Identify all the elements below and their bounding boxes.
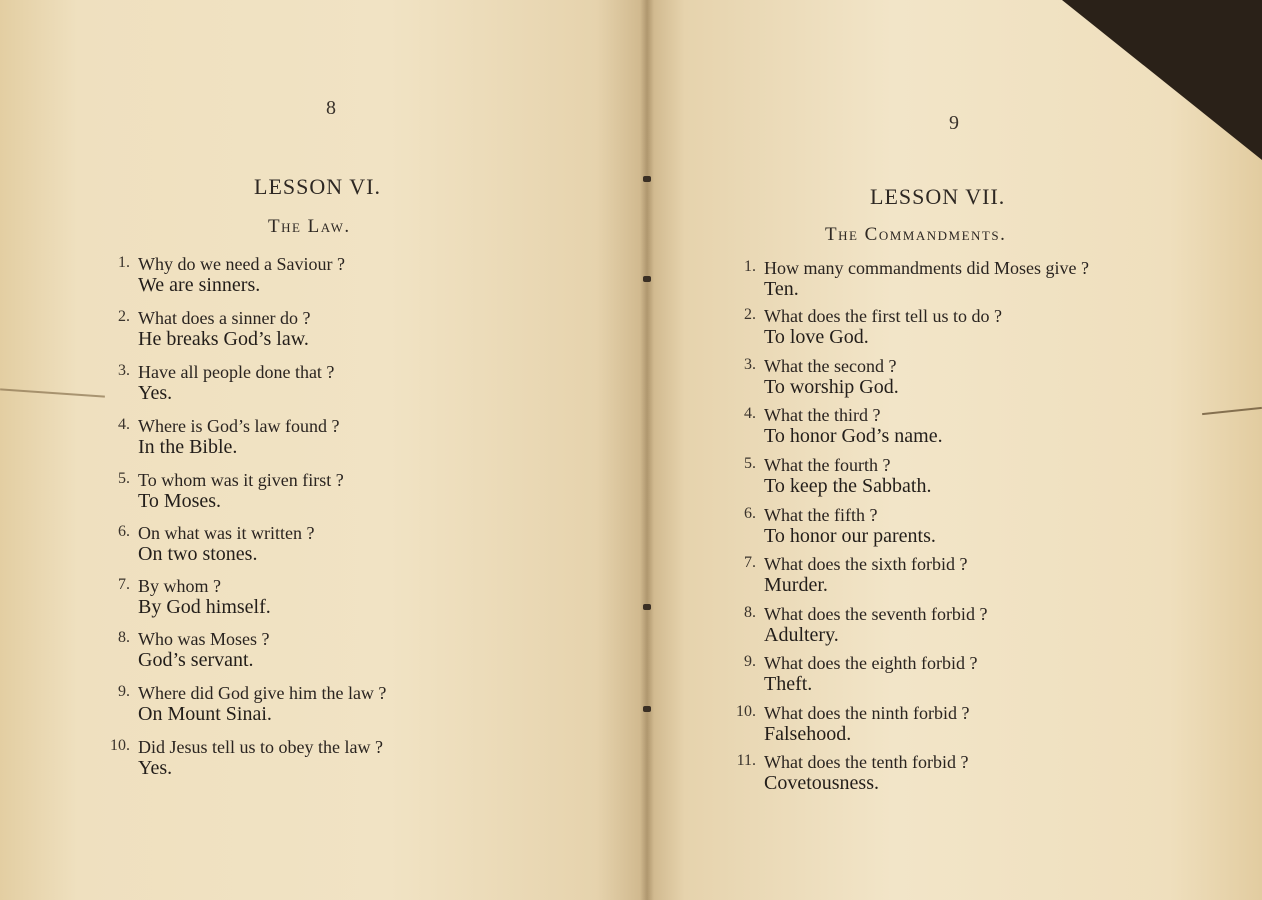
- question: What the second ?: [764, 356, 897, 376]
- item-number: 6.: [744, 505, 756, 522]
- question: What does the sixth forbid ?: [764, 554, 968, 574]
- answer: On Mount Sinai.: [138, 703, 272, 725]
- item-number: 2.: [118, 308, 130, 325]
- question: Where did God give him the law ?: [138, 683, 387, 703]
- answer: To love God.: [764, 326, 869, 348]
- binding-stitch: [643, 604, 651, 610]
- right-page: [648, 0, 1262, 900]
- binding-stitch: [643, 706, 651, 712]
- binding-stitch: [643, 276, 651, 282]
- question: What does the eighth forbid ?: [764, 653, 978, 673]
- question: What the fifth ?: [764, 505, 878, 525]
- item-number: 1.: [744, 258, 756, 275]
- answer: Covetousness.: [764, 772, 879, 794]
- folded-corner: [1062, 0, 1262, 160]
- item-number: 3.: [118, 362, 130, 379]
- answer: To keep the Sabbath.: [764, 475, 932, 497]
- item-number: 4.: [744, 405, 756, 422]
- question: On what was it written ?: [138, 523, 315, 543]
- question: Who was Moses ?: [138, 629, 270, 649]
- page-tear-mark: [1202, 407, 1262, 415]
- item-number: 5.: [118, 470, 130, 487]
- question: What does the first tell us to do ?: [764, 306, 1002, 326]
- question: Where is God’s law found ?: [138, 416, 340, 436]
- lesson-subtitle: The Law.: [268, 216, 351, 237]
- item-number: 2.: [744, 306, 756, 323]
- answer: Yes.: [138, 757, 173, 779]
- book-gutter: [640, 0, 654, 900]
- question: By whom ?: [138, 576, 221, 596]
- question: Have all people done that ?: [138, 362, 335, 382]
- item-number: 9.: [118, 683, 130, 700]
- question: What does the ninth forbid ?: [764, 703, 970, 723]
- question: To whom was it given first ?: [138, 470, 344, 490]
- item-number: 10.: [736, 703, 756, 720]
- answer: To honor our parents.: [764, 525, 936, 547]
- binding-stitch: [643, 176, 651, 182]
- lesson-subtitle: The Commandments.: [825, 224, 1007, 245]
- page-number: 9: [949, 112, 959, 134]
- item-number: 10.: [110, 737, 130, 754]
- answer: By God himself.: [138, 596, 271, 618]
- item-number: 11.: [736, 752, 756, 769]
- answer: Adultery.: [764, 624, 839, 646]
- item-number: 9.: [744, 653, 756, 670]
- answer: To Moses.: [138, 490, 222, 512]
- item-number: 4.: [118, 416, 130, 433]
- answer: Falsehood.: [764, 723, 852, 745]
- item-number: 8.: [118, 629, 130, 646]
- question: How many commandments did Moses give ?: [764, 258, 1089, 278]
- question: Did Jesus tell us to obey the law ?: [138, 737, 383, 757]
- lesson-title: LESSON VII.: [870, 184, 1006, 209]
- question: What the fourth ?: [764, 455, 891, 475]
- item-number: 8.: [744, 604, 756, 621]
- item-number: 3.: [744, 356, 756, 373]
- page-tear-mark: [0, 388, 105, 397]
- question: What does the seventh forbid ?: [764, 604, 988, 624]
- item-number: 7.: [744, 554, 756, 571]
- answer: In the Bible.: [138, 436, 238, 458]
- answer: Murder.: [764, 574, 828, 596]
- answer: To worship God.: [764, 376, 899, 398]
- answer: To honor God’s name.: [764, 425, 943, 447]
- question: What the third ?: [764, 405, 881, 425]
- answer: We are sinners.: [138, 274, 261, 296]
- item-number: 1.: [118, 254, 130, 271]
- item-number: 7.: [118, 576, 130, 593]
- answer: Ten.: [764, 278, 799, 300]
- item-number: 5.: [744, 455, 756, 472]
- answer: Theft.: [764, 673, 813, 695]
- question: What does a sinner do ?: [138, 308, 311, 328]
- item-number: 6.: [118, 523, 130, 540]
- question: Why do we need a Saviour ?: [138, 254, 345, 274]
- answer: Yes.: [138, 382, 173, 404]
- question: What does the tenth forbid ?: [764, 752, 969, 772]
- answer: God’s servant.: [138, 649, 254, 671]
- page-number: 8: [326, 97, 336, 119]
- answer: He breaks God’s law.: [138, 328, 309, 350]
- answer: On two stones.: [138, 543, 258, 565]
- lesson-title: LESSON VI.: [254, 174, 381, 199]
